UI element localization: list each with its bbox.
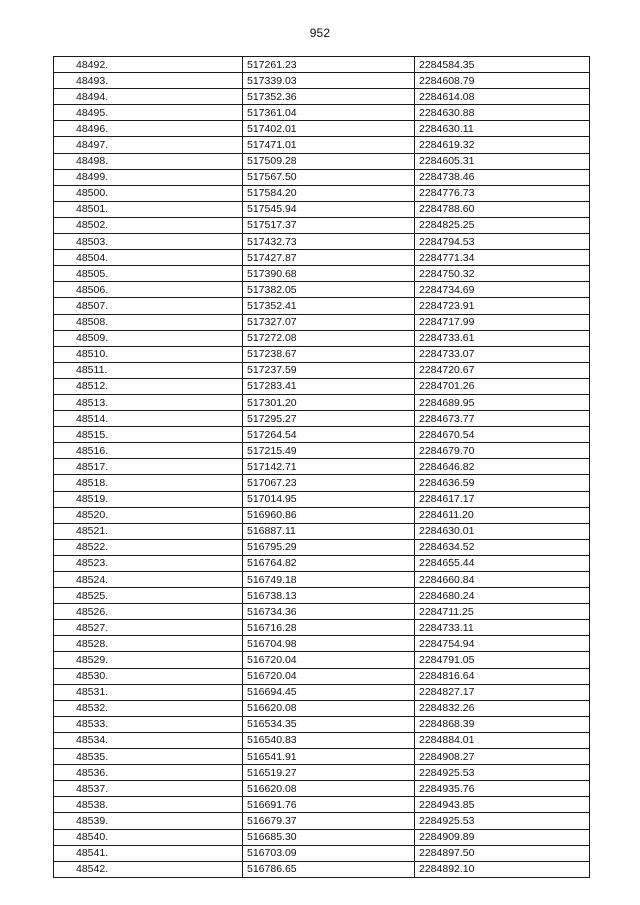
table-row <box>54 652 590 668</box>
northing-cell: 2284611.20 <box>415 507 590 523</box>
table-row <box>54 89 590 105</box>
easting-cell: 517390.68 <box>243 266 415 282</box>
easting-cell: 517067.23 <box>243 475 415 491</box>
table-row <box>54 137 590 153</box>
easting-cell: 516764.82 <box>243 555 415 571</box>
point-id-cell: 48529. <box>54 652 243 668</box>
table-row <box>54 73 590 89</box>
point-id-cell: 48520. <box>54 507 243 523</box>
point-id-cell: 48501. <box>54 201 243 217</box>
northing-cell: 2284617.17 <box>415 491 590 507</box>
point-id-cell: 48534. <box>54 732 243 748</box>
table-row <box>54 668 590 684</box>
coordinates-table <box>53 56 590 878</box>
easting-cell: 517237.59 <box>243 362 415 378</box>
table-row <box>54 169 590 185</box>
easting-cell: 516795.29 <box>243 539 415 555</box>
point-id-cell: 48518. <box>54 475 243 491</box>
table-row <box>54 298 590 314</box>
easting-cell: 516679.37 <box>243 813 415 829</box>
easting-cell: 516534.35 <box>243 716 415 732</box>
northing-cell: 2284734.69 <box>415 282 590 298</box>
northing-cell: 2284892.10 <box>415 861 590 877</box>
easting-cell: 517264.54 <box>243 427 415 443</box>
northing-cell: 2284701.26 <box>415 378 590 394</box>
point-id-cell: 48509. <box>54 330 243 346</box>
easting-cell: 516738.13 <box>243 588 415 604</box>
table-row <box>54 781 590 797</box>
easting-cell: 517545.94 <box>243 201 415 217</box>
table-row <box>54 105 590 121</box>
point-id-cell: 48511. <box>54 362 243 378</box>
easting-cell: 517352.41 <box>243 298 415 314</box>
table-row <box>54 266 590 282</box>
northing-cell: 2284935.76 <box>415 781 590 797</box>
table-row <box>54 234 590 250</box>
table-row <box>54 507 590 523</box>
table-row <box>54 716 590 732</box>
easting-cell: 517301.20 <box>243 394 415 410</box>
northing-cell: 2284673.77 <box>415 411 590 427</box>
northing-cell: 2284614.08 <box>415 89 590 105</box>
northing-cell: 2284630.01 <box>415 523 590 539</box>
point-id-cell: 48507. <box>54 298 243 314</box>
table-row <box>54 749 590 765</box>
point-id-cell: 48493. <box>54 73 243 89</box>
point-id-cell: 48530. <box>54 668 243 684</box>
easting-cell: 516749.18 <box>243 572 415 588</box>
northing-cell: 2284670.54 <box>415 427 590 443</box>
table-row <box>54 636 590 652</box>
northing-cell: 2284679.70 <box>415 443 590 459</box>
easting-cell: 517261.23 <box>243 57 415 73</box>
point-id-cell: 48532. <box>54 700 243 716</box>
coordinates-table-body <box>54 57 590 878</box>
table-row <box>54 314 590 330</box>
point-id-cell: 48505. <box>54 266 243 282</box>
point-id-cell: 48502. <box>54 217 243 233</box>
table-row <box>54 57 590 73</box>
northing-cell: 2284680.24 <box>415 588 590 604</box>
page-number: 952 <box>309 26 331 40</box>
table-row <box>54 185 590 201</box>
point-id-cell: 48539. <box>54 813 243 829</box>
northing-cell: 2284738.46 <box>415 169 590 185</box>
easting-cell: 516519.27 <box>243 765 415 781</box>
northing-cell: 2284605.31 <box>415 153 590 169</box>
easting-cell: 517272.08 <box>243 330 415 346</box>
table-row <box>54 330 590 346</box>
northing-cell: 2284884.01 <box>415 732 590 748</box>
table-row <box>54 861 590 877</box>
point-id-cell: 48513. <box>54 394 243 410</box>
point-id-cell: 48533. <box>54 716 243 732</box>
table-row <box>54 217 590 233</box>
northing-cell: 2284636.59 <box>415 475 590 491</box>
northing-cell: 2284943.85 <box>415 797 590 813</box>
easting-cell: 517567.50 <box>243 169 415 185</box>
easting-cell: 516620.08 <box>243 781 415 797</box>
easting-cell: 517295.27 <box>243 411 415 427</box>
table-row <box>54 443 590 459</box>
point-id-cell: 48535. <box>54 749 243 765</box>
point-id-cell: 48503. <box>54 234 243 250</box>
table-row <box>54 427 590 443</box>
table-row <box>54 797 590 813</box>
northing-cell: 2284788.60 <box>415 201 590 217</box>
point-id-cell: 48494. <box>54 89 243 105</box>
northing-cell: 2284733.07 <box>415 346 590 362</box>
point-id-cell: 48517. <box>54 459 243 475</box>
table-row <box>54 700 590 716</box>
northing-cell: 2284608.79 <box>415 73 590 89</box>
easting-cell: 516720.04 <box>243 652 415 668</box>
northing-cell: 2284660.84 <box>415 572 590 588</box>
northing-cell: 2284827.17 <box>415 684 590 700</box>
point-id-cell: 48504. <box>54 250 243 266</box>
northing-cell: 2284733.11 <box>415 620 590 636</box>
northing-cell: 2284689.95 <box>415 394 590 410</box>
northing-cell: 2284908.27 <box>415 749 590 765</box>
easting-cell: 517361.04 <box>243 105 415 121</box>
table-row <box>54 765 590 781</box>
table-row <box>54 362 590 378</box>
easting-cell: 516887.11 <box>243 523 415 539</box>
easting-cell: 517339.03 <box>243 73 415 89</box>
northing-cell: 2284646.82 <box>415 459 590 475</box>
easting-cell: 517283.41 <box>243 378 415 394</box>
easting-cell: 517215.49 <box>243 443 415 459</box>
northing-cell: 2284825.25 <box>415 217 590 233</box>
northing-cell: 2284868.39 <box>415 716 590 732</box>
point-id-cell: 48525. <box>54 588 243 604</box>
point-id-cell: 48510. <box>54 346 243 362</box>
point-id-cell: 48519. <box>54 491 243 507</box>
table-row <box>54 829 590 845</box>
table-row <box>54 555 590 571</box>
northing-cell: 2284733.61 <box>415 330 590 346</box>
table-row <box>54 813 590 829</box>
table-row <box>54 250 590 266</box>
point-id-cell: 48521. <box>54 523 243 539</box>
northing-cell: 2284720.67 <box>415 362 590 378</box>
table-row <box>54 620 590 636</box>
point-id-cell: 48516. <box>54 443 243 459</box>
point-id-cell: 48523. <box>54 555 243 571</box>
easting-cell: 517382.05 <box>243 282 415 298</box>
northing-cell: 2284723.91 <box>415 298 590 314</box>
easting-cell: 516786.65 <box>243 861 415 877</box>
point-id-cell: 48527. <box>54 620 243 636</box>
northing-cell: 2284717.99 <box>415 314 590 330</box>
point-id-cell: 48512. <box>54 378 243 394</box>
easting-cell: 517238.67 <box>243 346 415 362</box>
point-id-cell: 48514. <box>54 411 243 427</box>
table-row <box>54 282 590 298</box>
northing-cell: 2284655.44 <box>415 555 590 571</box>
easting-cell: 516716.28 <box>243 620 415 636</box>
table-row <box>54 121 590 137</box>
easting-cell: 517427.87 <box>243 250 415 266</box>
northing-cell: 2284630.11 <box>415 121 590 137</box>
easting-cell: 517142.71 <box>243 459 415 475</box>
northing-cell: 2284630.88 <box>415 105 590 121</box>
easting-cell: 516541.91 <box>243 749 415 765</box>
table-row <box>54 201 590 217</box>
table-row <box>54 604 590 620</box>
point-id-cell: 48536. <box>54 765 243 781</box>
easting-cell: 516703.09 <box>243 845 415 861</box>
easting-cell: 516694.45 <box>243 684 415 700</box>
point-id-cell: 48528. <box>54 636 243 652</box>
table-row <box>54 394 590 410</box>
table-row <box>54 588 590 604</box>
point-id-cell: 48522. <box>54 539 243 555</box>
point-id-cell: 48537. <box>54 781 243 797</box>
table-row <box>54 684 590 700</box>
easting-cell: 516685.30 <box>243 829 415 845</box>
point-id-cell: 48506. <box>54 282 243 298</box>
northing-cell: 2284754.94 <box>415 636 590 652</box>
northing-cell: 2284816.64 <box>415 668 590 684</box>
point-id-cell: 48524. <box>54 572 243 588</box>
table-row <box>54 539 590 555</box>
easting-cell: 516720.04 <box>243 668 415 684</box>
northing-cell: 2284634.52 <box>415 539 590 555</box>
northing-cell: 2284909.89 <box>415 829 590 845</box>
easting-cell: 516960.86 <box>243 507 415 523</box>
point-id-cell: 48508. <box>54 314 243 330</box>
table-row <box>54 732 590 748</box>
northing-cell: 2284711.25 <box>415 604 590 620</box>
easting-cell: 517584.20 <box>243 185 415 201</box>
easting-cell: 516704.98 <box>243 636 415 652</box>
northing-cell: 2284794.53 <box>415 234 590 250</box>
point-id-cell: 48515. <box>54 427 243 443</box>
point-id-cell: 48526. <box>54 604 243 620</box>
easting-cell: 516620.08 <box>243 700 415 716</box>
northing-cell: 2284584.35 <box>415 57 590 73</box>
point-id-cell: 48496. <box>54 121 243 137</box>
point-id-cell: 48499. <box>54 169 243 185</box>
northing-cell: 2284750.32 <box>415 266 590 282</box>
table-row <box>54 491 590 507</box>
easting-cell: 516540.83 <box>243 732 415 748</box>
northing-cell: 2284832.26 <box>415 700 590 716</box>
table-row <box>54 346 590 362</box>
point-id-cell: 48540. <box>54 829 243 845</box>
table-row <box>54 475 590 491</box>
northing-cell: 2284619.32 <box>415 137 590 153</box>
easting-cell: 516691.76 <box>243 797 415 813</box>
table-row <box>54 378 590 394</box>
easting-cell: 517402.01 <box>243 121 415 137</box>
point-id-cell: 48495. <box>54 105 243 121</box>
table-row <box>54 523 590 539</box>
northing-cell: 2284925.53 <box>415 813 590 829</box>
northing-cell: 2284925.53 <box>415 765 590 781</box>
point-id-cell: 48542. <box>54 861 243 877</box>
easting-cell: 517014.95 <box>243 491 415 507</box>
table-row <box>54 845 590 861</box>
easting-cell: 517352.36 <box>243 89 415 105</box>
point-id-cell: 48492. <box>54 57 243 73</box>
table-row <box>54 411 590 427</box>
point-id-cell: 48500. <box>54 185 243 201</box>
easting-cell: 517432.73 <box>243 234 415 250</box>
point-id-cell: 48497. <box>54 137 243 153</box>
point-id-cell: 48538. <box>54 797 243 813</box>
easting-cell: 517517.37 <box>243 217 415 233</box>
point-id-cell: 48541. <box>54 845 243 861</box>
point-id-cell: 48531. <box>54 684 243 700</box>
northing-cell: 2284776.73 <box>415 185 590 201</box>
point-id-cell: 48498. <box>54 153 243 169</box>
northing-cell: 2284771.34 <box>415 250 590 266</box>
easting-cell: 517327.07 <box>243 314 415 330</box>
easting-cell: 516734.36 <box>243 604 415 620</box>
northing-cell: 2284897.50 <box>415 845 590 861</box>
easting-cell: 517509.28 <box>243 153 415 169</box>
table-row <box>54 153 590 169</box>
table-row <box>54 459 590 475</box>
northing-cell: 2284791.05 <box>415 652 590 668</box>
table-row <box>54 572 590 588</box>
easting-cell: 517471.01 <box>243 137 415 153</box>
